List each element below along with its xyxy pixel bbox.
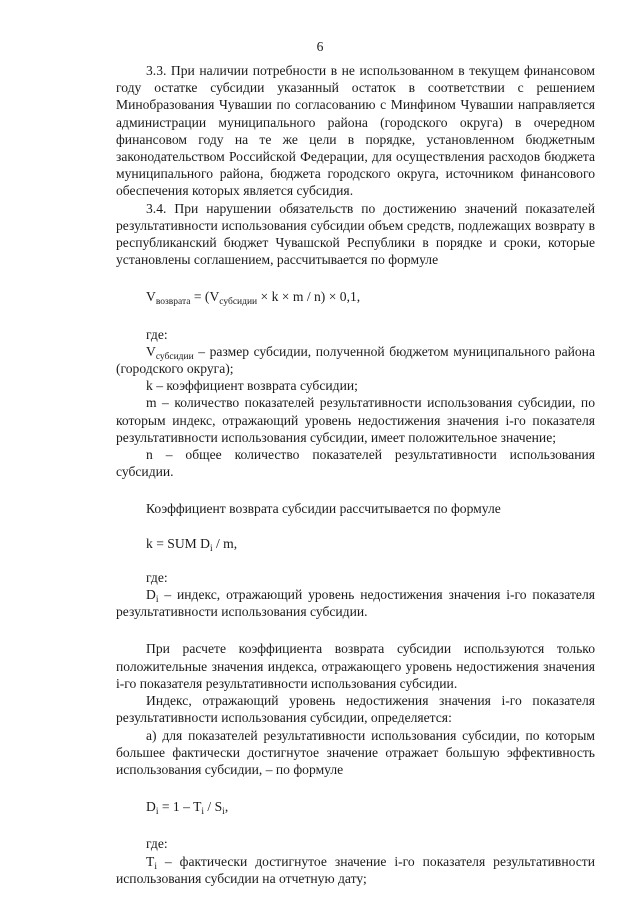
paragraph-only-positive: При расчете коэффициента возврата субсидии используются только положительные значения индекса, отражающего уровень недостижения значения i-го показателя результативности использования субсидии.	[116, 641, 595, 691]
formula-v-rest: × k × m / n) × 0,1,	[257, 289, 361, 305]
coefficient-intro: Коэффициент возврата субсидии рассчитывается по формуле	[146, 501, 501, 517]
formula-di-a: D	[146, 799, 156, 815]
def-ti-sub: i	[154, 861, 157, 872]
formula-v-vozvrata	[116, 288, 595, 308]
def-v-symbol: V	[146, 343, 156, 359]
formula-di-b: = 1 – T	[158, 799, 202, 815]
def-ti-symbol: T	[146, 853, 155, 869]
document-body	[116, 62, 595, 887]
formula-di-sub2: i	[201, 807, 205, 818]
paragraph-item-a: а) для показателей результативности использования субсидии, по которым большее фактически достигнутое значение отражает большую эффективность использования субсидии, – по формуле	[116, 727, 595, 777]
formula-di-c: / S	[204, 799, 223, 815]
paragraph-3-4: 3.4. При нарушении обязательств по достижению значений показателей результативности использования субсидии объем средств, подлежащих возврату в республиканский бюджет Чувашской Республики в порядке и сроки, которые установлены соглашением, рассчитывается по формуле	[116, 200, 595, 268]
def-di-text: – индекс, отражающий уровень недостижения значения i-го показателя результативности использования субсидии.	[116, 587, 595, 620]
def-di-symbol: D	[146, 587, 156, 603]
formula-di-sub1: i	[155, 807, 159, 818]
paragraph-3-3: 3.3. При наличии потребности в не использованном в текущем финансовом году остатке субсидии указанный остаток в соответствии с решением Минобразования Чувашии по согласованию с Минфином Чувашии направляется администрации муниципального района (городского округа) в очередном финансовом году на те же цели в порядке, установленном бюджетным законодательством Российской Федерации, для осуществления расходов бюджета муниципального района, бюджета городского округа, источником финансового обеспечения которых является субсидия.	[116, 63, 595, 199]
definition-n: n – общее количество показателей результативности использования субсидии.	[116, 447, 595, 480]
definition-v-subsidii	[116, 343, 595, 377]
page-number: 6	[316, 39, 324, 54]
formula-k-b: / m,	[212, 535, 238, 551]
def-v-text: – размер субсидии, полученной бюджетом муниципального района (городского округа);	[116, 343, 595, 377]
definition-ti	[116, 853, 595, 887]
formula-v-eq: = (V	[190, 289, 220, 305]
formula-v-symbol: V	[146, 289, 156, 305]
formula-k-sub: i	[209, 543, 213, 554]
where-label-3: где:	[146, 836, 168, 852]
formula-di	[116, 798, 595, 818]
def-ti-text: – фактически достигнутое значение i-го показателя результативности использования субсидии на отчетную дату;	[116, 853, 595, 886]
formula-k-a: k = SUM D	[146, 535, 210, 551]
definition-m: m – количество показателей результативности использования субсидии, по которым индекс, отражающий уровень недостижения значения i-го показателя результативности использования субсидии, имеет положительное значение;	[116, 395, 595, 445]
where-label-1: где:	[146, 326, 168, 342]
formula-k	[116, 535, 595, 552]
definition-k: k – коэффициент возврата субсидии;	[146, 378, 358, 394]
formula-v-sub-subsidii: субсидии	[219, 297, 258, 308]
definition-di	[116, 586, 595, 620]
where-label-2: где:	[146, 569, 168, 585]
def-v-sub: субсидии	[155, 351, 194, 362]
formula-v-sub-vozvrata: возврата	[155, 297, 191, 308]
formula-di-d: ,	[224, 799, 229, 815]
def-di-sub: i	[155, 595, 159, 606]
paragraph-index-determined: Индекс, отражающий уровень недостижения значения i-го показателя результативности использования субсидии, определяется:	[116, 693, 595, 726]
formula-di-sub3: i	[222, 807, 225, 818]
